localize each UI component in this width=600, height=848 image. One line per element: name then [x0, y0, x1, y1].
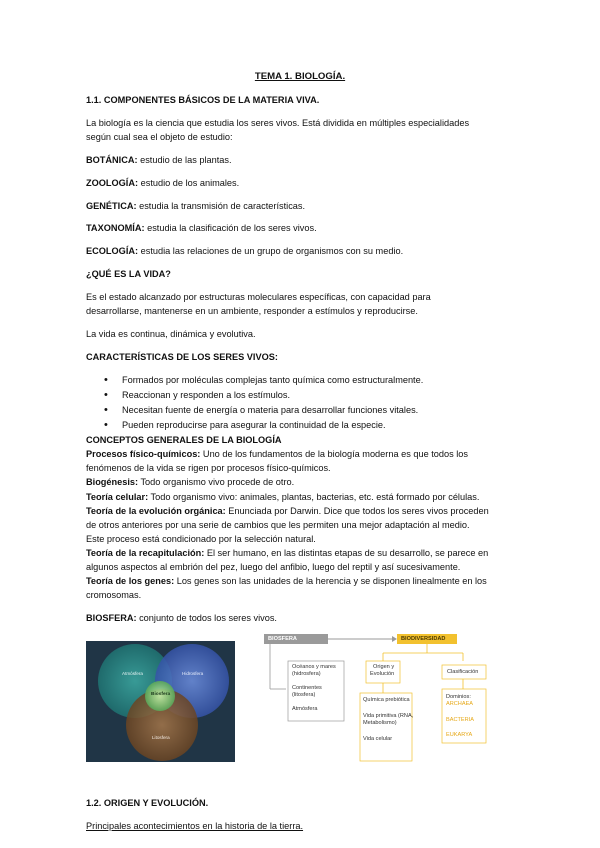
branch-desc: estudio de las plantas.	[137, 155, 232, 165]
concepto-recapitulacion-line-1	[86, 546, 488, 560]
branch-zoologia	[86, 176, 239, 190]
list-item: • Reaccionan y responden a los estímulos.	[86, 388, 526, 403]
col1-line: (hidrosfera)	[292, 671, 321, 677]
domain-archaea: ARCHAEA	[446, 701, 474, 707]
branch-term: ZOOLOGÍA:	[86, 178, 139, 188]
concepto-desc: Enunciada por Darwin. Dice que todos los seres vivos proceden	[225, 506, 489, 516]
list-item: • Pueden reproducirse para asegurar la continuidad de la especie.	[86, 418, 526, 433]
concepto-term: Teoría de la recapitulación:	[86, 548, 205, 558]
list-item: • Formados por moléculas complejas tanto química como estructuralmente.	[86, 373, 526, 388]
dominios-label: Dominios:	[446, 694, 471, 700]
vida-line-2: desarrollarse, mantenerse en un ambiente, responder a estímulos y reproducirse.	[86, 306, 418, 316]
venn-label-hidrosfera: Hidrosfera	[182, 671, 204, 676]
biosfera-desc: conjunto de todos los seres vivos.	[136, 613, 277, 623]
origen-line: Origen y	[373, 664, 395, 670]
list-item: • Necesitan fuente de energía o materia para desarrollar funciones vitales.	[86, 403, 526, 418]
vida-line-1: Es el estado alcanzado por estructuras moleculares específicas, con capacidad para	[86, 292, 431, 302]
concepto-celular	[86, 490, 479, 504]
biosphere-concept-diagram	[264, 633, 514, 765]
branch-term: BOTÁNICA:	[86, 155, 138, 165]
venn-label-atmosfera: Atmósfera	[122, 671, 143, 676]
branch-ecologia	[86, 244, 403, 258]
intro-line-2: según cual sea el objeto de estudio:	[86, 132, 233, 142]
biosphere-venn-image	[86, 641, 235, 762]
branch-term: GENÉTICA:	[86, 201, 137, 211]
concepto-recapitulacion-line-2: algunos aspectos al embrión del pez, luego del anfibio, luego del reptil y así sucesivamente.	[86, 562, 461, 572]
section-2-subheading: Principales acontecimientos en la historia de la tierra.	[86, 821, 304, 831]
venn-label-litosfera: Litosfera	[152, 735, 170, 740]
section-heading-2: 1.2. ORIGEN Y EVOLUCIÓN.	[86, 798, 209, 808]
concepto-desc: Los genes son las unidades de la herencia y se disponen linealmente en los	[174, 576, 487, 586]
concepto-biogenesis	[86, 475, 294, 489]
conceptos-heading: CONCEPTOS GENERALES DE LA BIOLOGÍA	[86, 435, 282, 445]
domain-bacteria: BACTERIA	[446, 717, 474, 723]
page-title: TEMA 1. BIOLOGÍA.	[254, 71, 346, 82]
quimica-line: Metabolismo)	[363, 720, 397, 726]
concepto-desc: El ser humano, en las distintas etapas de su desarrollo, se parece en	[204, 548, 489, 558]
branch-term: ECOLOGÍA:	[86, 246, 139, 256]
biodiversidad-label: BIODIVERSIDAD	[401, 636, 446, 642]
branch-taxonomia	[86, 221, 317, 235]
concepto-evolucion-line-3: Este proceso está condicionado por la selección natural.	[86, 534, 316, 544]
concepto-term: Procesos físico-químicos:	[86, 449, 201, 459]
concepto-term: Teoría de la evolución orgánica:	[86, 506, 226, 516]
col1-line: Atmósfera	[292, 706, 318, 712]
branch-botanica	[86, 153, 232, 167]
col1-line: Continentes	[292, 685, 322, 691]
concepto-evolucion-line-1	[86, 504, 489, 518]
biosfera-label: BIOSFERA	[268, 636, 297, 642]
vida-heading: ¿QUÉ ES LA VIDA?	[86, 269, 171, 279]
venn-label-biosfera: Biosfera	[151, 692, 171, 697]
section-heading-1: 1.1. COMPONENTES BÁSICOS DE LA MATERIA VIVA.	[86, 95, 320, 105]
origen-line: Evolución	[370, 671, 395, 677]
vida-line-3: La vida es continua, dinámica y evolutiva.	[86, 329, 256, 339]
concepto-term: Teoría de los genes:	[86, 576, 175, 586]
branch-desc: estudia la transmisión de características.	[136, 201, 306, 211]
concepto-term: Teoría celular:	[86, 492, 149, 502]
concepto-genes-line-1	[86, 574, 487, 588]
concepto-fq-line-2: fenómenos de la vida se rigen por procesos físico-químicos.	[86, 463, 331, 473]
concepto-term: Biogénesis:	[86, 477, 139, 487]
concepto-genes-line-2: cromosomas.	[86, 590, 142, 600]
intro-line-1: La biología es la ciencia que estudia los seres vivos. Está dividida en múltiples especialidades	[86, 118, 470, 128]
branch-desc: estudia las relaciones de un grupo de organismos con su medio.	[138, 246, 404, 256]
branch-genetica	[86, 199, 305, 213]
caracteristicas-list	[86, 373, 526, 433]
col1-line: (litosfera)	[292, 692, 316, 698]
caracteristicas-heading: CARACTERÍSTICAS DE LOS SERES VIVOS:	[86, 352, 278, 362]
branch-desc: estudia la clasificación de los seres vivos.	[144, 223, 317, 233]
col1-line: Océanos y mares	[292, 664, 336, 670]
concepto-desc: Todo organismo vivo procede de otro.	[138, 477, 295, 487]
domain-eukarya: EUKARYA	[446, 732, 473, 738]
concepto-evolucion-line-2: de otros anteriores por una serie de cambios que les permiten una mejor adaptación al medio.	[86, 520, 470, 530]
quimica-line: Vida primitiva (RNA,	[363, 713, 414, 719]
clasificacion-label: Clasificación	[447, 669, 479, 675]
biosfera-definition	[86, 611, 277, 625]
branch-term: TAXONOMÍA:	[86, 223, 145, 233]
branch-desc: estudio de los animales.	[138, 178, 240, 188]
arrow-icon	[392, 636, 397, 642]
quimica-line: Vida celular	[363, 736, 393, 742]
concepto-fq-line-1	[86, 447, 468, 461]
quimica-line: Química prebiótica	[363, 697, 410, 703]
concepto-desc: Todo organismo vivo: animales, plantas, bacterias, etc. está formado por células.	[148, 492, 480, 502]
biosfera-term: BIOSFERA:	[86, 613, 137, 623]
concepto-desc: Uno de los fundamentos de la biología moderna es que todos los	[200, 449, 469, 459]
